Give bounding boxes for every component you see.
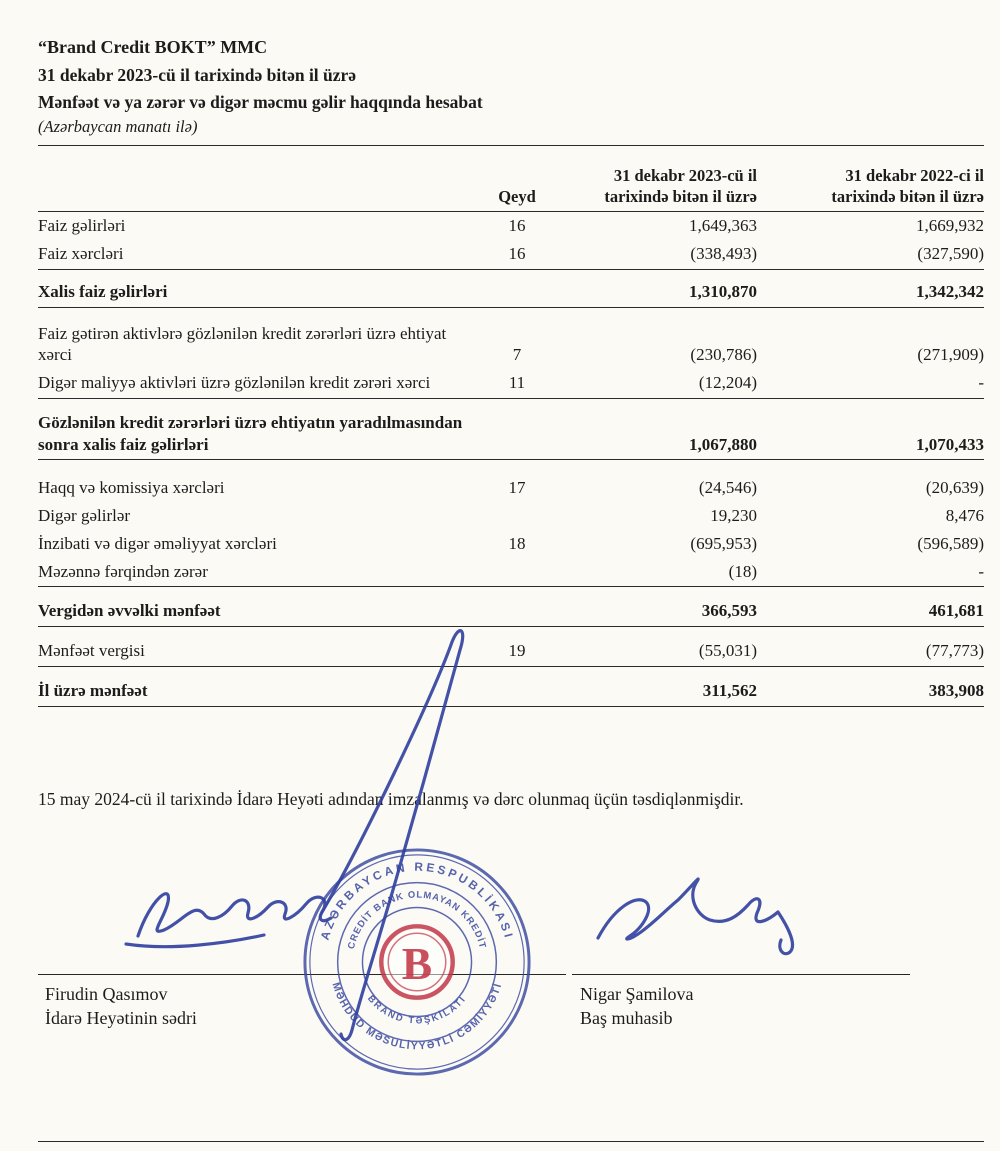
row-label: İl üzrə mənfəət bbox=[38, 680, 148, 700]
row-note: 18 bbox=[508, 533, 526, 553]
signature-firudin-underflick bbox=[126, 935, 264, 947]
table-row bbox=[38, 637, 984, 667]
signatory-right bbox=[580, 982, 693, 1031]
row-value-2023: (55,031) bbox=[698, 641, 757, 661]
signatory-left-title: İdarə Heyətinin sədri bbox=[45, 1008, 197, 1029]
row-value-2022: (327,590) bbox=[917, 244, 984, 264]
signature-nigar-samilova bbox=[598, 879, 792, 954]
row-value-2022: (77,773) bbox=[925, 641, 984, 661]
row-label: Digər maliyyə aktivləri üzrə gözlənilən kredit zərəri xərci bbox=[38, 373, 431, 393]
row-note: 11 bbox=[508, 373, 526, 393]
row-value-2022: 461,681 bbox=[928, 601, 984, 621]
row-value-2023: 366,593 bbox=[701, 601, 757, 621]
header-divider bbox=[38, 145, 984, 146]
row-note: 7 bbox=[512, 345, 522, 365]
row-value-2023: 311,562 bbox=[702, 680, 757, 700]
stamp-text-org-bottom: BRAND TƏŞKİLATI bbox=[365, 992, 469, 1026]
row-label: Faiz xərcləri bbox=[38, 244, 124, 264]
income-statement-table bbox=[38, 166, 984, 707]
row-note: 17 bbox=[508, 478, 526, 498]
table-row-subtotal bbox=[38, 409, 984, 461]
table-row bbox=[38, 320, 984, 370]
document-header bbox=[38, 34, 984, 139]
row-label: Gözlənilən kredit zərərləri üzrə ehtiyatın yaradılmasından sonra xalis faiz gəlirləri bbox=[38, 412, 463, 454]
stamp-emblem bbox=[381, 926, 452, 997]
row-value-2023: (338,493) bbox=[690, 244, 757, 264]
row-value-2023: 1,649,363 bbox=[689, 216, 757, 236]
row-label: Vergidən əvvəlki mənfəət bbox=[38, 601, 221, 621]
currency-note: (Azərbaycan manatı ilə) bbox=[38, 117, 198, 137]
approval-statement: 15 may 2024-cü il tarixində İdarə Heyəti adından imzalanmış və dərc olunmaq üçün təsdiqlənmişdir. bbox=[38, 788, 744, 809]
row-value-2022: - bbox=[978, 373, 984, 393]
header-note-col: Qeyd bbox=[498, 186, 536, 206]
table-row bbox=[38, 474, 984, 502]
row-value-2022: 383,908 bbox=[928, 680, 984, 700]
table-row bbox=[38, 212, 984, 240]
row-value-2023: (18) bbox=[728, 561, 757, 581]
row-label: Digər gəlirlər bbox=[38, 506, 131, 526]
table-row-subtotal bbox=[38, 278, 984, 308]
table-row bbox=[38, 558, 984, 588]
row-label: Məzənnə fərqindən zərər bbox=[38, 561, 208, 581]
row-value-2023: (230,786) bbox=[690, 345, 757, 365]
row-note: 16 bbox=[508, 244, 526, 264]
table-row-subtotal bbox=[38, 597, 984, 627]
period-line: 31 dekabr 2023-cü il tarixində bitən il üzrə bbox=[38, 64, 357, 85]
stamp-monogram: B bbox=[401, 937, 433, 989]
row-value-2023: 19,230 bbox=[710, 506, 757, 526]
row-value-2022: 1,070,433 bbox=[916, 434, 984, 454]
header-2023-text: 31 dekabr 2023-cü il tarixində bitən il üzrə bbox=[604, 166, 757, 206]
page-bottom-rule bbox=[38, 1141, 984, 1142]
header-2022-col bbox=[757, 166, 984, 207]
row-value-2022: 1,669,932 bbox=[916, 216, 984, 236]
row-value-2022: (596,589) bbox=[917, 533, 984, 553]
signatory-left bbox=[45, 982, 197, 1031]
company-stamp bbox=[298, 843, 536, 1081]
row-value-2023: 1,067,880 bbox=[689, 434, 757, 454]
table-row bbox=[38, 502, 984, 530]
row-value-2023: (24,546) bbox=[698, 478, 757, 498]
row-note: 16 bbox=[508, 216, 526, 236]
row-value-2022: 1,342,342 bbox=[916, 281, 984, 301]
row-value-2022: 8,476 bbox=[945, 506, 984, 526]
row-value-2023: (12,204) bbox=[698, 373, 757, 393]
signature-line-right bbox=[572, 974, 910, 975]
table-row bbox=[38, 240, 984, 270]
stamp-text-org-top: CREDİT BANK OLMAYAN KREDİT bbox=[344, 888, 490, 950]
stamp-graphic bbox=[298, 843, 536, 1081]
header-2022-text: 31 dekabr 2022-ci il tarixində bitən il üzrə bbox=[831, 166, 984, 206]
stamp-text-entity-type: MƏHDUD MƏSULİYYƏTLİ CƏMİYYƏTİ bbox=[329, 981, 505, 1053]
row-label: Haqq və komissiya xərcləri bbox=[38, 478, 225, 498]
table-row bbox=[38, 369, 984, 399]
stamp-text-country: AZƏRBAYCAN RESPUBLİKASI bbox=[317, 859, 517, 942]
row-label: Xalis faiz gəlirləri bbox=[38, 281, 168, 301]
statement-title: Mənfəət və ya zərər və digər məcmu gəlir haqqında hesabat bbox=[38, 92, 483, 113]
signatory-left-name: Firudin Qasımov bbox=[45, 984, 168, 1004]
table-row-total bbox=[38, 677, 984, 707]
row-note: 19 bbox=[508, 641, 526, 661]
row-value-2022: (20,639) bbox=[925, 478, 984, 498]
row-value-2023: 1,310,870 bbox=[689, 281, 757, 301]
table-header-row bbox=[38, 166, 984, 211]
row-label: Faiz gəlirləri bbox=[38, 216, 126, 236]
document-content bbox=[38, 34, 984, 810]
signatory-right-title: Baş muhasib bbox=[580, 1008, 673, 1029]
row-value-2023: (695,953) bbox=[690, 533, 757, 553]
row-value-2022: (271,909) bbox=[917, 345, 984, 365]
row-label: Faiz gətirən aktivlərə gözlənilən kredit zərərləri üzrə ehtiyat xərci bbox=[38, 323, 447, 365]
row-value-2022: - bbox=[978, 561, 984, 581]
row-label: Mənfəət vergisi bbox=[38, 641, 145, 661]
header-2023-col bbox=[552, 166, 757, 207]
row-label: İnzibati və digər əməliyyat xərcləri bbox=[38, 533, 277, 553]
signatory-right-name: Nigar Şamilova bbox=[580, 984, 694, 1004]
table-row bbox=[38, 530, 984, 558]
company-name: “Brand Credit BOKT” MMC bbox=[38, 37, 268, 57]
